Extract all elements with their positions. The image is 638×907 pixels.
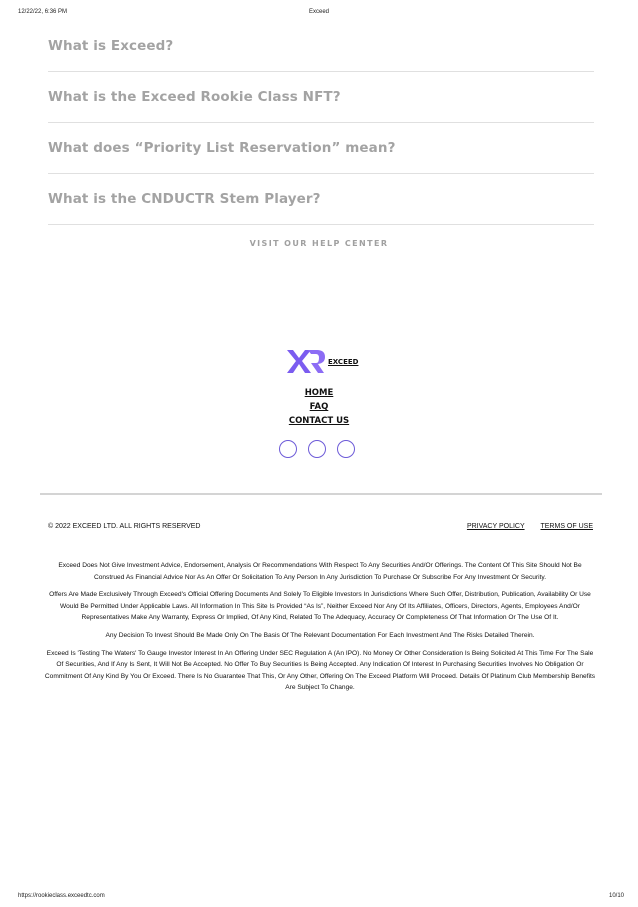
legal-disclaimer xyxy=(44,560,596,700)
help-center-link[interactable]: VISIT OUR HELP CENTER xyxy=(249,239,389,248)
faq-question: What is the CNDUCTR Stem Player? xyxy=(48,191,321,207)
faq-item-priority-list[interactable] xyxy=(48,123,594,174)
print-title: Exceed xyxy=(308,9,329,15)
print-header xyxy=(0,9,638,21)
faq-question: What does “Priority List Reservation” mean? xyxy=(48,140,396,156)
social-icon[interactable] xyxy=(279,440,297,458)
print-page-number: 10/10 xyxy=(608,893,624,899)
social-icon[interactable] xyxy=(308,440,326,458)
social-links xyxy=(279,440,355,458)
privacy-policy-link[interactable]: PRIVACY POLICY xyxy=(466,523,525,530)
logo-wordmark: EXCEED xyxy=(328,358,359,366)
footer-nav xyxy=(0,386,638,428)
copyright-text: © 2022 EXCEED LTD. ALL RIGHTS RESERVED xyxy=(48,523,201,530)
exceed-logo[interactable] xyxy=(286,347,358,375)
faq-item-what-is-exceed[interactable] xyxy=(48,21,594,72)
terms-of-use-link[interactable]: TERMS OF USE xyxy=(540,523,593,530)
faq-question: What is Exceed? xyxy=(48,38,174,54)
disclaimer-paragraph: Any Decision To Invest Should Be Made Only On The Basis Of The Relevant Documentation For Each Investment And The Risks Detailed Therein. xyxy=(105,631,535,639)
footer-link-contact[interactable]: CONTACT US xyxy=(288,416,350,426)
disclaimer-paragraph: Exceed Does Not Give Investment Advice, Endorsement, Analysis Or Recommendations With Respect To Any Securities And/Or Offerings. The Content Of This Site Should Not Be Construed As Financial Advice Nor As An Offer Or Solicitation To Any Person In Any Jurisdiction To Purchase Or Subscribe For Any Investment Or Security. xyxy=(58,562,582,581)
footer-link-home[interactable]: HOME xyxy=(304,388,334,398)
exceed-logo-icon xyxy=(286,347,326,375)
disclaimer-paragraph: Offers Are Made Exclusively Through Exceed's Official Offering Documents And Solely To Eligible Investors In Jurisdictions Where Such Offer, Distribution, Publication, Availability Or Use Would Be Permitted Under Applicable Laws. All Information In This Site Is Provided “As Is”, Neither Exceed Nor Any Of Its Affiliates, Officers, Directors, Agents, Employees And/Or Representatives Make Any Warranty, Express Or Implied, Of Any Kind, Related To The Adequacy, Accuracy Or Completeness Of That Information Or The Use Of It. xyxy=(49,591,591,622)
faq-item-rookie-class-nft[interactable] xyxy=(48,72,594,123)
faq-question: What is the Exceed Rookie Class NFT? xyxy=(48,89,341,105)
faq-list xyxy=(48,21,594,225)
footer-divider xyxy=(40,493,602,495)
print-date: 12/22/22, 6:36 PM xyxy=(18,9,68,15)
legal-links xyxy=(453,523,593,530)
print-footer xyxy=(0,893,638,903)
print-url: https://rookieclass.exceedtc.com xyxy=(18,893,105,899)
faq-item-cnductr-stem-player[interactable] xyxy=(48,174,594,225)
footer-link-faq[interactable]: FAQ xyxy=(309,402,329,412)
social-icon[interactable] xyxy=(337,440,355,458)
disclaimer-paragraph: Exceed Is 'Testing The Waters' To Gauge Investor Interest In An Offering Under SEC Regulation A (An IPO). No Money Or Other Consideration Is Being Solicited At This Time For The Sale Of Securities, And If Any Is Sent, It Will Not Be Accepted. No Offer To Buy Securities Is Being Accepted. Any Indication Of Interest In Purchasing Securities Involves No Obligation Or Commitment Of Any Kind By You Or Exceed. There Is No Guarantee That This, Or Any Other, Offering On The Exceed Platform Will Proceed. Details Of Platinum Club Membership Benefits Are Subject To Change. xyxy=(44,649,596,692)
